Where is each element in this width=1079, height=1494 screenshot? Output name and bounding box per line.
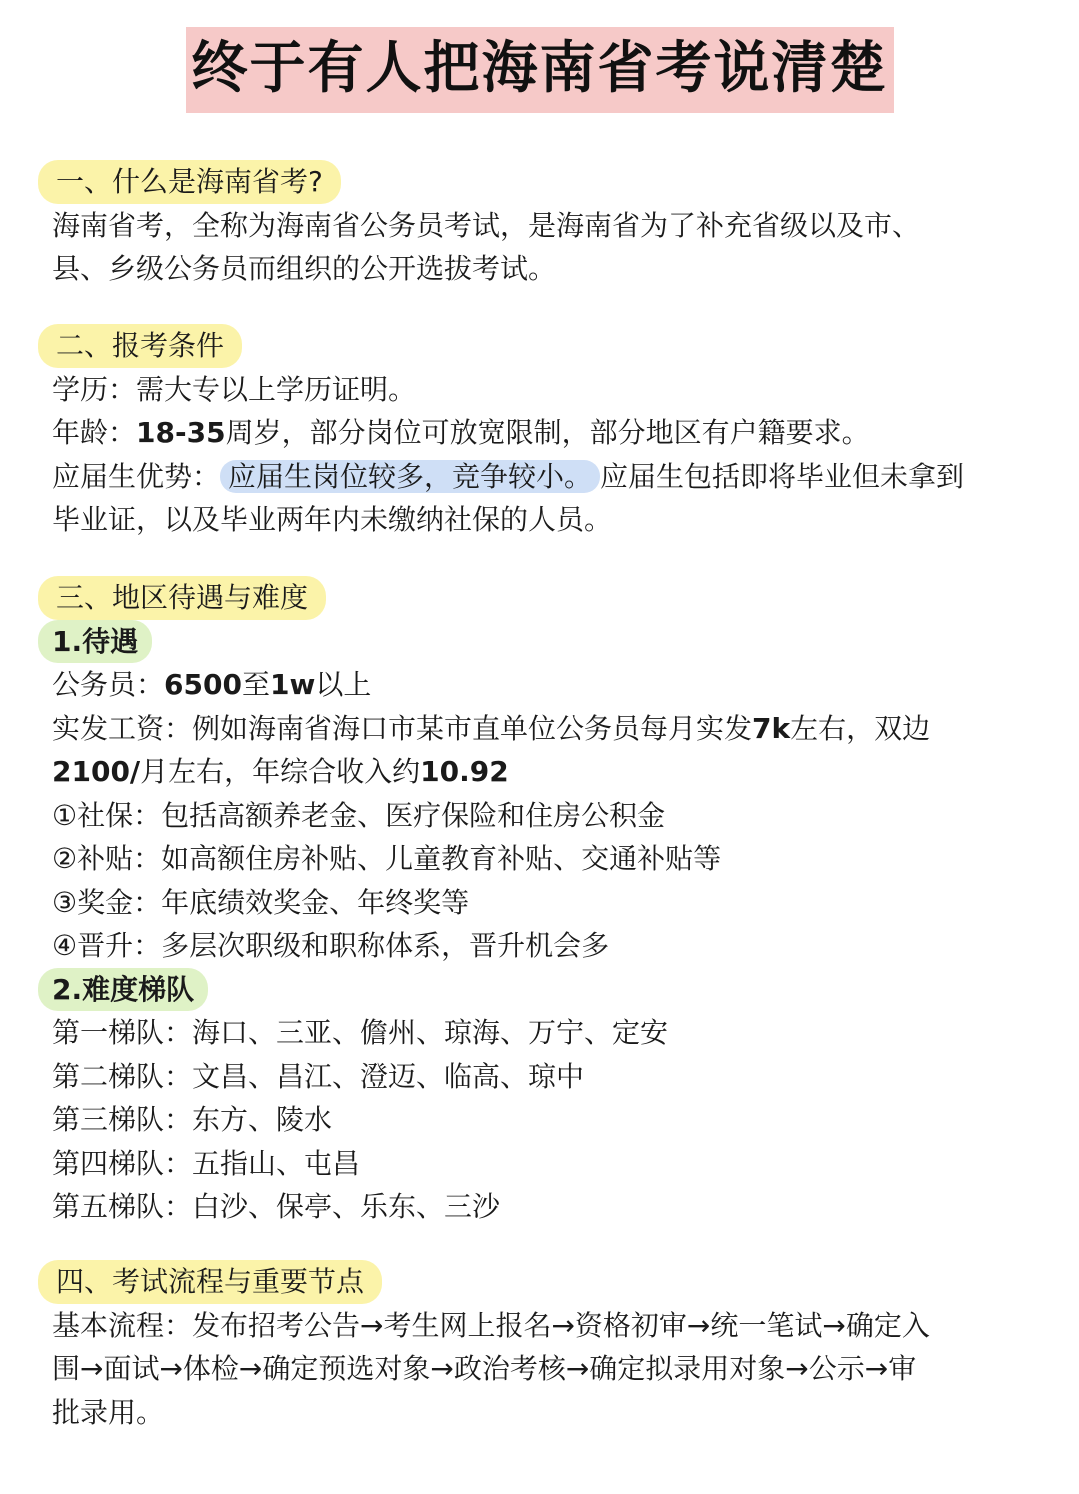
benefit-item: ②补贴：如高额住房补贴、儿童教育补贴、交通补贴等 xyxy=(52,842,722,875)
allowance-value: 2100/ xyxy=(52,755,141,788)
section-4 xyxy=(52,1260,1027,1434)
benefit-item: ④晋升：多层次职级和职称体系，晋升机会多 xyxy=(52,929,610,962)
age-label: 年龄： xyxy=(52,416,137,449)
subheading-difficulty: 2.难度梯队 xyxy=(38,968,208,1012)
page-title: 终于有人把海南省考说清楚 xyxy=(186,27,894,113)
annual-income-text: 月左右，年综合收入约 xyxy=(140,755,421,788)
subheading-treatment: 1.待遇 xyxy=(38,620,152,664)
section-4-heading: 四、考试流程与重要节点 xyxy=(38,1260,382,1304)
section-2 xyxy=(52,324,1027,542)
tier-item: 第四梯队：五指山、屯昌 xyxy=(52,1146,361,1180)
title-wrap xyxy=(0,27,1079,113)
advantage-rest: 应届生包括即将毕业但未拿到 xyxy=(600,459,965,493)
actual-pay-value: 7k xyxy=(752,711,791,745)
age-rest: 周岁，部分岗位可放宽限制，部分地区有户籍要求。 xyxy=(225,416,870,449)
benefit-item: ①社保：包括高额养老金、医疗保险和住房公积金 xyxy=(52,798,666,832)
tier-item: 第二梯队：文昌、昌江、澄迈、临高、琼中 xyxy=(52,1059,585,1093)
process-line-3: 批录用。 xyxy=(52,1395,165,1429)
section-1-line-1: 海南省考，全称为海南省公务员考试，是海南省为了补充省级以及市、 xyxy=(52,208,921,242)
tier-item: 第三梯队：东方、陵水 xyxy=(52,1103,333,1136)
actual-pay-text: 实发工资：例如海南省海口市某市直单位公务员每月实发 xyxy=(52,711,753,745)
actual-pay-line xyxy=(52,707,1027,751)
advantage-line xyxy=(52,455,1027,499)
annual-income-value: 10.92 xyxy=(420,755,509,788)
tier-item: 第五梯队：白沙、保亭、乐东、三沙 xyxy=(52,1190,501,1223)
salary-to: 至 xyxy=(241,668,270,701)
advantage-highlight: 应届生岗位较多，竞争较小。 xyxy=(220,460,600,493)
section-2-heading: 二、报考条件 xyxy=(38,324,242,368)
salary-min: 6500 xyxy=(164,668,242,701)
section-3 xyxy=(52,576,1027,1229)
tier-item: 第一梯队：海口、三亚、儋州、琼海、万宁、定安 xyxy=(52,1016,669,1049)
section-1-line-2: 县、乡级公务员而组织的公开选拔考试。 xyxy=(52,252,557,285)
process-line-2: 围→面试→体检→确定预选对象→政治考核→确定拟录用对象→公示→审 xyxy=(52,1352,917,1385)
actual-pay-line-2 xyxy=(52,750,1027,794)
salary-label: 公务员： xyxy=(52,668,165,701)
age-value: 18-35 xyxy=(136,416,226,449)
salary-max: 1w xyxy=(269,668,316,701)
process-line-1: 基本流程：发布招考公告→考生网上报名→资格初审→统一笔试→确定入 xyxy=(52,1308,930,1342)
advantage-line-2: 毕业证，以及毕业两年内未缴纳社保的人员。 xyxy=(52,503,613,536)
salary-line xyxy=(52,663,1027,707)
actual-pay-rest: 左右，双边 xyxy=(790,711,931,745)
advantage-label: 应届生优势： xyxy=(52,459,221,493)
benefit-item: ③奖金：年底绩效奖金、年终奖等 xyxy=(52,885,470,919)
education-line: 学历：需大专以上学历证明。 xyxy=(52,372,417,406)
salary-above: 以上 xyxy=(315,668,372,701)
age-line xyxy=(52,411,1027,455)
section-1 xyxy=(52,160,1027,291)
section-3-heading: 三、地区待遇与难度 xyxy=(38,576,326,620)
section-1-heading: 一、什么是海南省考? xyxy=(38,160,341,204)
